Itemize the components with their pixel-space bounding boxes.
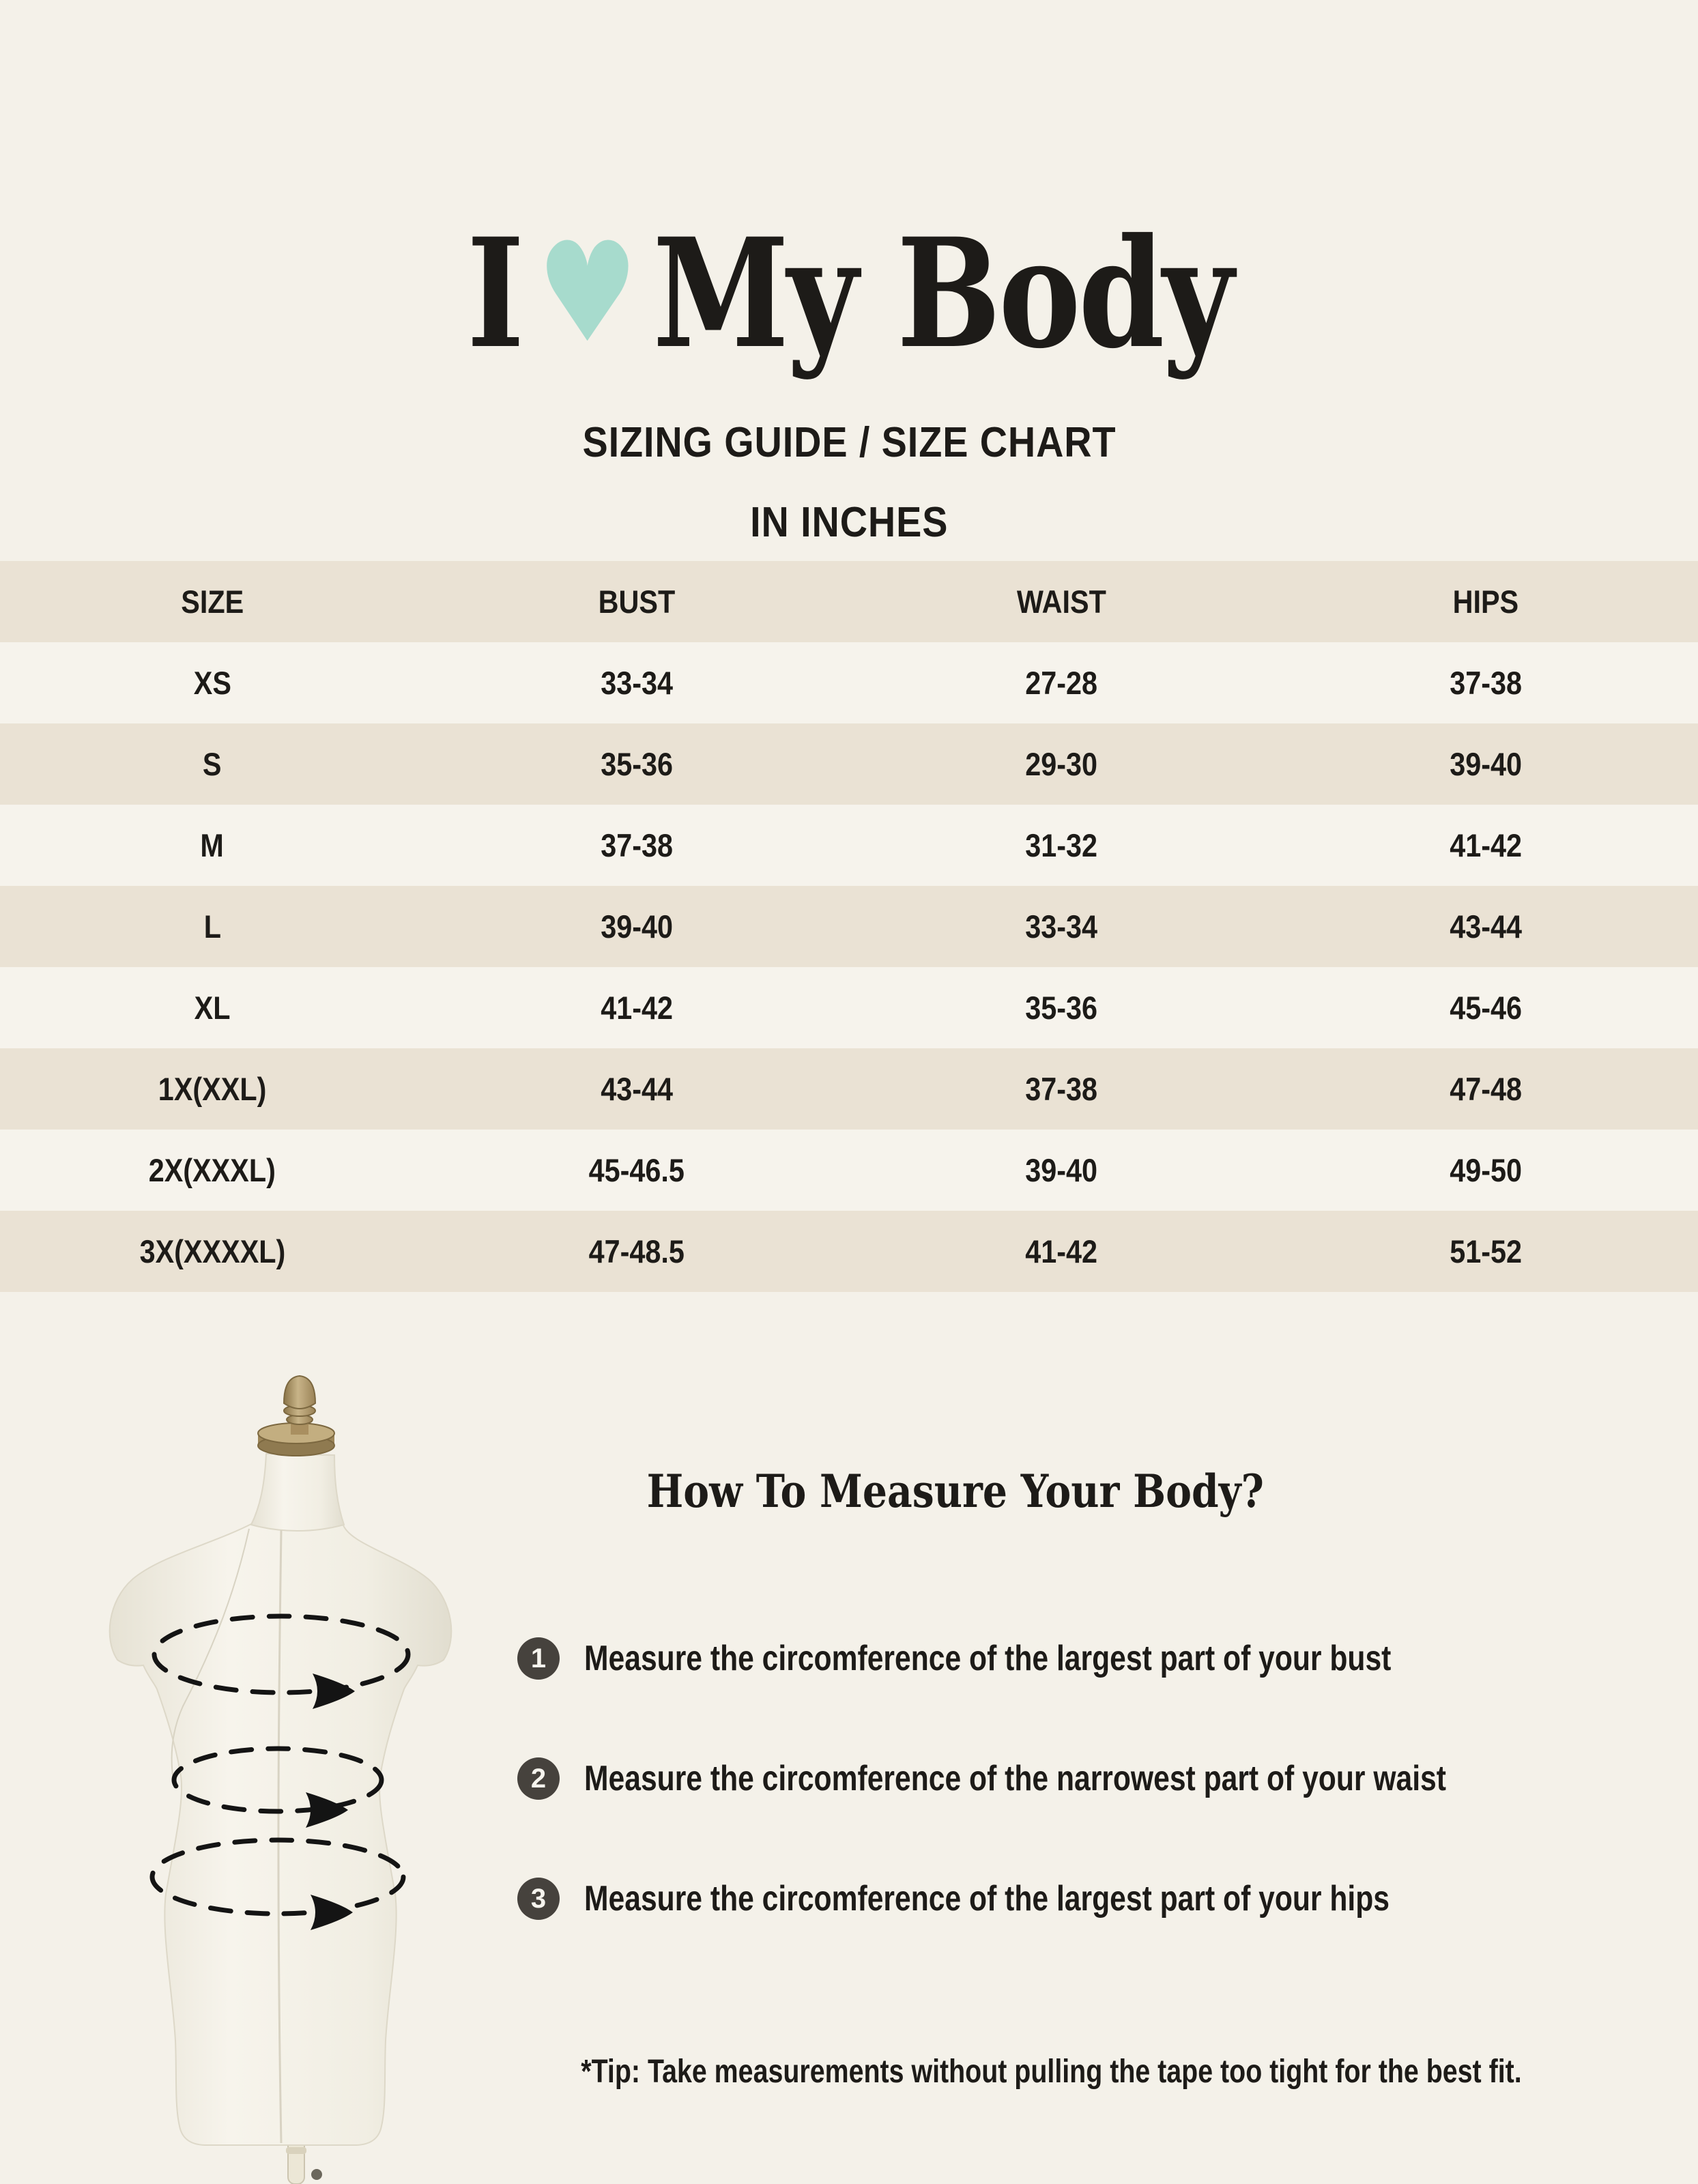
measure-step-1 <box>517 1637 1568 1680</box>
table-cell: 45-46 <box>1450 990 1522 1026</box>
table-cell: 45-46.5 <box>588 1152 685 1188</box>
table-cell: 33-34 <box>1025 908 1097 945</box>
table-cell: 39-40 <box>1025 1152 1097 1188</box>
table-cell: 37-38 <box>1450 665 1522 701</box>
table-cell: XL <box>194 990 231 1026</box>
table-cell: 51-52 <box>1450 1233 1522 1269</box>
subtitle-line-2: IN INCHES <box>749 499 949 546</box>
table-cell: 31-32 <box>1025 827 1097 863</box>
mannequin-neck <box>251 1454 344 1531</box>
title-prefix: I <box>466 205 522 382</box>
table-cell: 43-44 <box>601 1071 673 1107</box>
table-row-l <box>0 886 1698 967</box>
table-cell: 47-48.5 <box>588 1233 685 1269</box>
table-cell: XS <box>193 665 231 701</box>
table-cell: 41-42 <box>1450 827 1522 863</box>
table-cell: 39-40 <box>1450 746 1522 782</box>
table-row-m <box>0 805 1698 886</box>
table-row-xs <box>0 642 1698 723</box>
title-suffix: My Body <box>652 205 1232 382</box>
step-2-text: Measure the circomference of the narrowest part of your waist <box>584 1759 1446 1798</box>
table-cell: 37-38 <box>601 827 673 863</box>
table-cell: 49-50 <box>1450 1152 1522 1188</box>
step-3-text: Measure the circomference of the largest part of your hips <box>584 1879 1390 1919</box>
table-cell: 2X(XXXL) <box>148 1152 276 1188</box>
step-3-number-badge: 3 <box>517 1878 560 1920</box>
table-cell: 35-36 <box>601 746 673 782</box>
table-row-1x <box>0 1048 1698 1130</box>
column-header-waist: WAIST <box>1016 584 1106 620</box>
table-row-s <box>0 723 1698 805</box>
table-cell: 33-34 <box>601 665 673 701</box>
measure-step-2 <box>517 1757 1635 1800</box>
table-header-row <box>0 561 1698 642</box>
table-cell: 27-28 <box>1025 665 1097 701</box>
table-cell: S <box>203 746 222 782</box>
step-2-number-badge: 2 <box>517 1757 560 1800</box>
table-cell: L <box>203 908 221 945</box>
table-cell: 41-42 <box>1025 1233 1097 1269</box>
table-cell: 35-36 <box>1025 990 1097 1026</box>
table-cell: 29-30 <box>1025 746 1097 782</box>
mannequin-finial <box>258 1376 334 1456</box>
table-cell: 41-42 <box>601 990 673 1026</box>
table-cell: 3X(XXXXL) <box>139 1233 285 1269</box>
heart-icon: ♥ <box>536 212 638 374</box>
table-cell: 39-40 <box>601 908 673 945</box>
table-row-3x <box>0 1211 1698 1292</box>
table-cell: 43-44 <box>1450 908 1522 945</box>
step-1-text: Measure the circomference of the largest part of your bust <box>584 1639 1392 1678</box>
table-row-2x <box>0 1130 1698 1211</box>
subtitle <box>0 403 1698 562</box>
measure-heading: How To Measure Your Body? <box>646 1465 1265 1518</box>
table-cell: M <box>200 827 225 863</box>
dress-form-mannequin-image <box>41 1351 464 2184</box>
table-cell: 37-38 <box>1025 1071 1097 1107</box>
table-cell: 47-48 <box>1450 1071 1522 1107</box>
size-chart-table <box>0 561 1698 1292</box>
page-title-text <box>466 205 1232 384</box>
measure-tip: *Tip: Take measurements without pulling the tape too tight for the best fit. <box>581 2054 1522 2090</box>
page-title <box>0 205 1698 384</box>
column-header-hips: HIPS <box>1452 584 1519 620</box>
column-header-bust: BUST <box>598 584 676 620</box>
subtitle-line-1: SIZING GUIDE / SIZE CHART <box>581 419 1117 466</box>
column-header-size: SIZE <box>181 584 244 620</box>
table-row-xl <box>0 967 1698 1048</box>
step-1-number-badge: 1 <box>517 1637 560 1680</box>
measure-step-3 <box>517 1877 1566 1921</box>
table-cell: 1X(XXL) <box>158 1071 267 1107</box>
